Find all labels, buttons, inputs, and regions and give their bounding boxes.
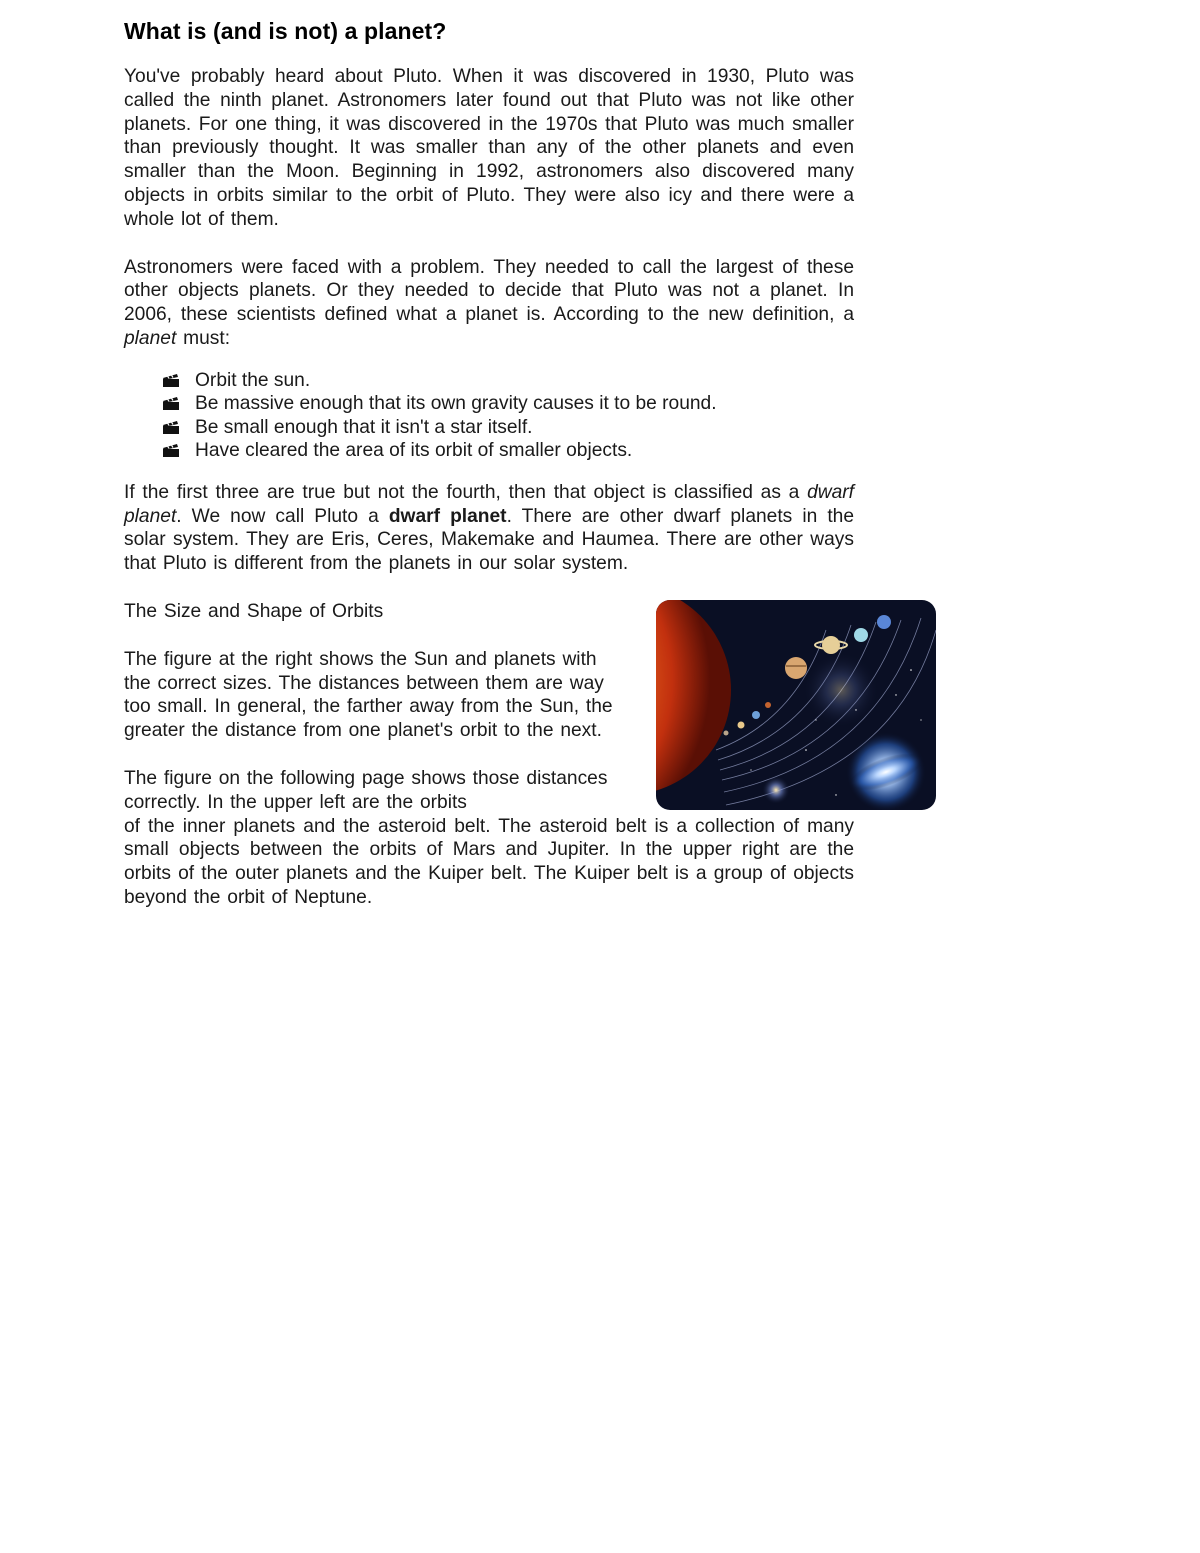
definition-text-end: must: [176,327,231,349]
criteria-text: Orbit the sun. [195,369,311,391]
criteria-text: Be massive enough that its own gravity causes it to be round. [195,393,717,415]
list-item [162,439,936,463]
list-item [162,416,936,440]
dwarf-planet-emphasis: dwarf planet [124,481,854,527]
solar-system-image [656,600,936,810]
paragraph-definition [124,256,854,351]
clapperboard-icon [162,397,180,411]
criteria-text: Be small enough that it isn't a star itself. [195,416,533,438]
paragraph-intro: You've probably heard about Pluto. When it was discovered in 1930, Pluto was called the ninth planet. Astronomers later found out that Pluto was not like other planets. For one thing, it was discovered in the 1970s that Pluto was much smaller than previously thought. It was smaller than any of the other planets and even smaller than the Moon. Beginning in 1992, astronomers also discovered many objects in orbits similar to the orbit of Pluto. They were also icy and there were a whole lot of them. [124,66,854,230]
clapperboard-icon [162,421,180,435]
section-heading: The Size and Shape of Orbits [124,600,384,622]
clapperboard-icon [162,444,180,458]
list-item [162,392,936,416]
dwarf-text-a: If the first three are true but not the fourth, then that object is classified as a [124,481,808,503]
spacer [124,576,936,600]
paragraph-following-figure-start: The figure on the following page shows those distances correctly. In the upper left are the orbits [124,767,608,813]
list-item [162,369,936,393]
planet-emphasis: planet [124,327,177,349]
document-page [124,18,936,910]
criteria-text: Have cleared the area of its orbit of smaller objects. [195,440,633,462]
page-title: What is (and is not) a planet? [124,18,447,44]
planet-criteria-list [124,369,936,463]
paragraph-dwarf-planet [124,481,854,576]
paragraph-following-figure-end: of the inner planets and the asteroid belt. The asteroid belt is a collection of many small objects between the orbits of Mars and Jupiter. In the upper right are the orbits of the outer planets and the Kuiper belt. The Kuiper belt is a group of objects beyond the orbit of Neptune. [124,815,854,908]
dwarf-text-c: . There are other dwarf planets in the solar system. They are Eris, Ceres, Makemake and Haumea. There are other ways that Pluto is different from the planets in our solar system. [124,505,854,575]
paragraph-figure-description: The figure at the right shows the Sun and planets with the correct sizes. The distances between them are way too small. In general, the farther away from the Sun, the greater the distance from one planet's orbit to the next. [124,648,613,742]
clapperboard-icon [162,374,180,388]
dwarf-text-b: . We now call Pluto a [176,505,389,527]
spacer [124,232,936,256]
orbits-section [124,600,936,910]
solar-system-illustration [656,600,936,810]
definition-text-start: Astronomers were faced with a problem. They needed to call the largest of these other objects planets. Or they needed to decide that Pluto was not a planet. In 2006, these scientists defined what a planet is. According to the new definition, a [124,256,854,326]
dwarf-planet-bold: dwarf planet [388,505,507,527]
